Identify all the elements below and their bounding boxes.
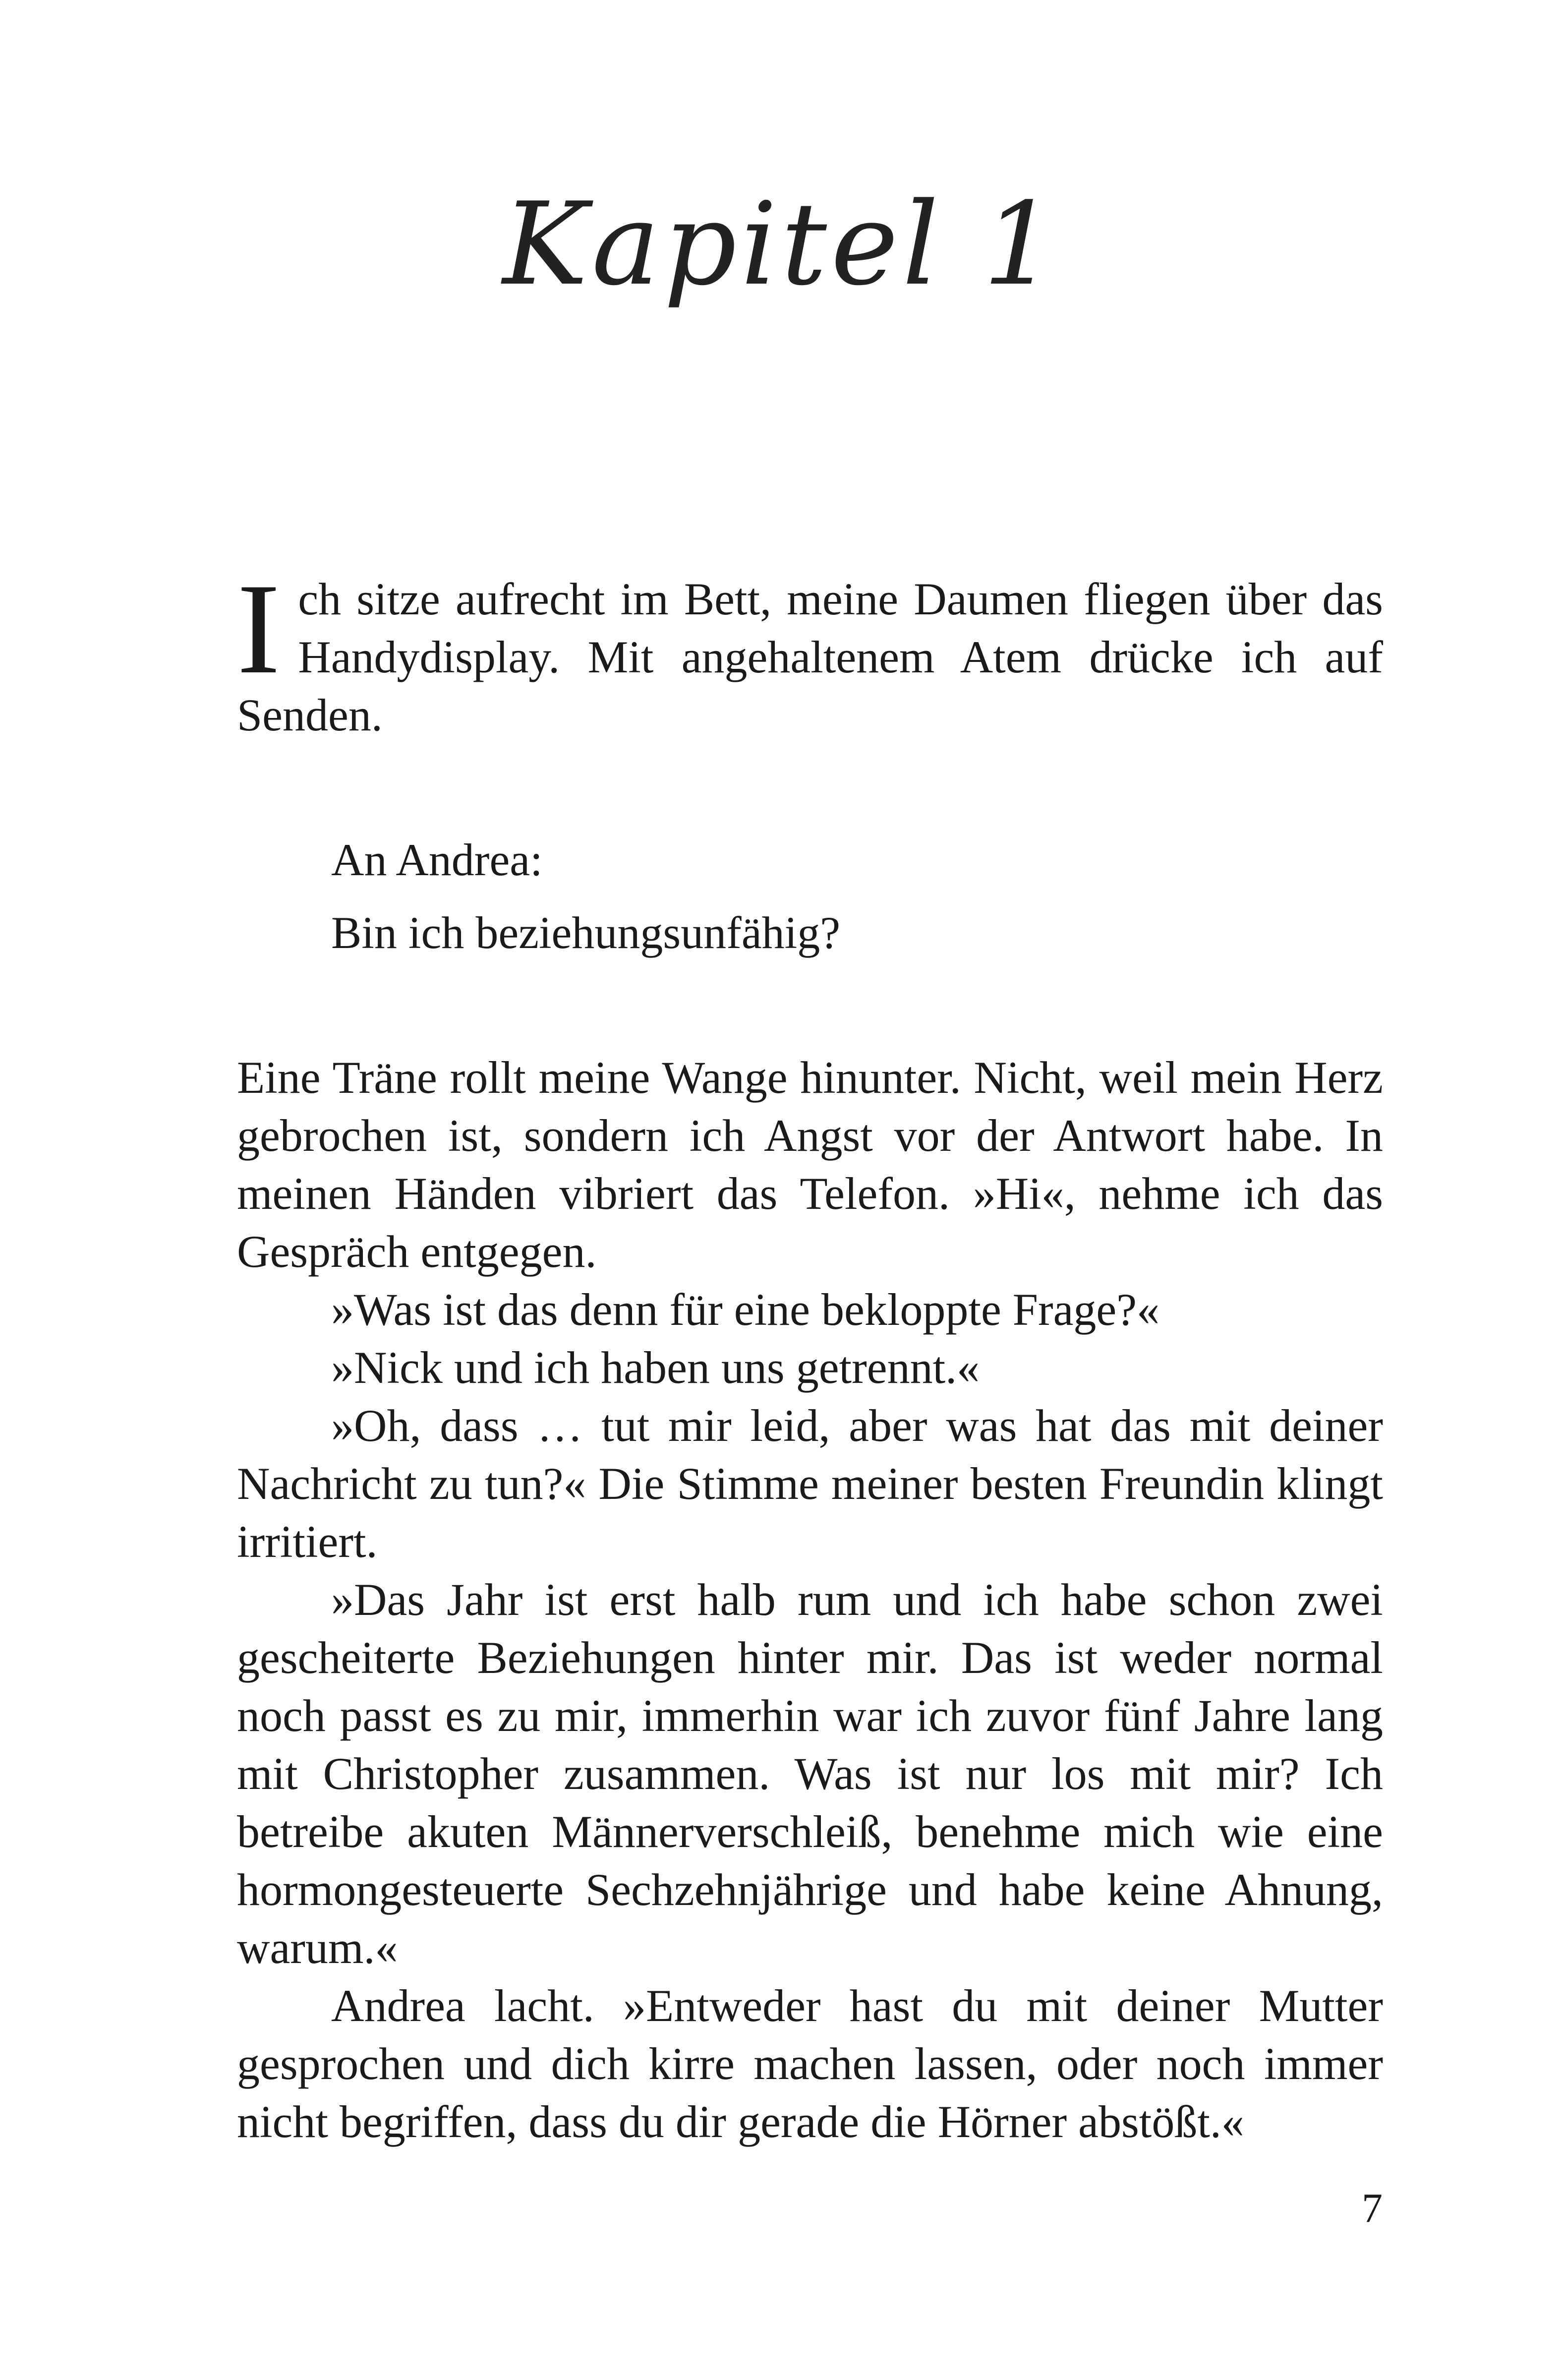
chapter-body (237, 557, 1383, 2151)
drop-cap: I (237, 557, 281, 701)
paragraph: »Nick und ich haben uns getrennt.« (331, 1342, 980, 1393)
message-recipient: An Andrea: (331, 834, 543, 885)
page-number: 7 (1362, 2185, 1383, 2231)
paragraph: »Oh, dass … tut mir leid, aber was hat das mit deiner Nachricht zu tun?« Die Stimme meiner besten Freundin klingt irritiert. (237, 1400, 1383, 1567)
chapter-title: Kapitel 1 (502, 178, 1060, 311)
paragraph: Eine Träne rollt meine Wange hinunter. Nicht, weil mein Herz gebrochen ist, sondern ich Angst vor der Antwort habe. In meinen Händen vibriert das Telefon. »Hi«, nehme ich das Gespräch entgegen. (237, 1052, 1383, 1277)
paragraph: »Was ist das denn für eine bekloppte Frage?« (331, 1284, 1160, 1335)
paragraph: »Das Jahr ist erst halb rum und ich habe schon zwei gescheiterte Beziehungen hinter mir. Das ist weder normal noch passt es zu mir, immerhin war ich zuvor fünf Jahre lang mit Christopher zusammen. Was ist nur los mit mir? Ich betreibe akuten Männerverschleiß, benehme mich wie eine hormongesteuerte Sechzehnjährige und habe keine Ahnung, warum.« (237, 1574, 1383, 1973)
opening-text: ch sitze aufrecht im Bett, meine Daumen fliegen über das Handydisplay. Mit angehaltenem Atem drücke ich auf Senden. (237, 574, 1383, 740)
paragraph: Andrea lacht. »Entweder hast du mit deiner Mutter gesprochen und dich kirre machen lassen, oder noch immer nicht begriffen, dass du dir gerade die Hörner abstößt.« (237, 1980, 1383, 2147)
opening-paragraph (237, 557, 1383, 744)
text-message-block (331, 824, 1383, 969)
message-text: Bin ich beziehungsunfähig? (331, 907, 841, 958)
